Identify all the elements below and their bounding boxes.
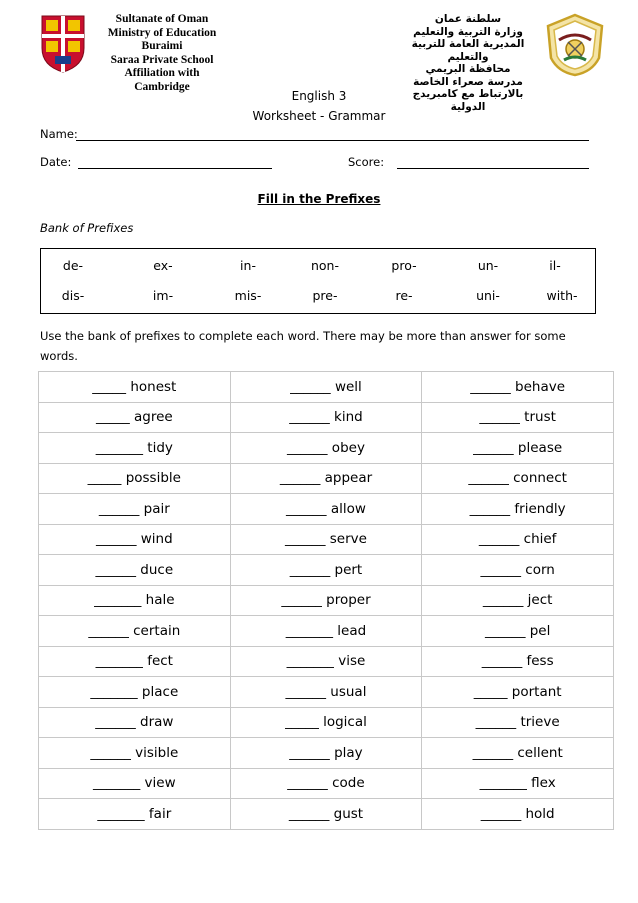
word-cell[interactable]: ______ trust	[422, 402, 614, 433]
prefix-item: non-	[310, 258, 340, 273]
section-title-text: Fill in the Prefixes	[257, 192, 381, 206]
name-label: Name:	[40, 127, 78, 141]
score-field[interactable]	[397, 168, 589, 169]
word-cell[interactable]: _____ honest	[39, 372, 231, 403]
word-cell[interactable]: ______ gust	[230, 799, 422, 830]
school-line-ar: مدرسة صعراء الخاصة	[413, 75, 523, 88]
word-cell[interactable]: _______ fair	[39, 799, 231, 830]
table-row	[39, 524, 614, 555]
prefix-item: pre-	[312, 288, 338, 303]
word-cell[interactable]: ______ pel	[422, 616, 614, 647]
word-cell[interactable]: ______ play	[230, 738, 422, 769]
prefix-item: in-	[240, 258, 256, 273]
word-cell[interactable]: _______ vise	[230, 646, 422, 677]
word-cell[interactable]: _____ portant	[422, 677, 614, 708]
prefix-item: dis-	[61, 288, 85, 303]
bank-label: Bank of Prefixes	[40, 221, 134, 235]
word-cell[interactable]: _______ view	[39, 768, 231, 799]
word-cell[interactable]: ______ well	[230, 372, 422, 403]
school-line-ar: بالارتباط مع كامبريدج الدولية	[412, 88, 524, 113]
school-line-ar: سلطنة عمان	[434, 13, 502, 25]
cambridge-crest-icon	[40, 14, 86, 74]
table-row	[39, 433, 614, 464]
table-row	[39, 707, 614, 738]
school-line: Buraimi	[141, 40, 183, 52]
word-cell[interactable]: _______ flex	[422, 768, 614, 799]
school-line: Ministry of Education	[107, 26, 217, 39]
word-cell[interactable]: _______ hale	[39, 585, 231, 616]
word-cell[interactable]: _____ logical	[230, 707, 422, 738]
prefix-bank	[40, 248, 596, 314]
word-cell[interactable]: ______ duce	[39, 555, 231, 586]
word-cell[interactable]: ______ obey	[230, 433, 422, 464]
worksheet-title: Worksheet - Grammar	[252, 109, 386, 123]
word-cell[interactable]: ______ chief	[422, 524, 614, 555]
name-field[interactable]	[76, 140, 589, 141]
school-line-ar: وزارة التربية والتعليم	[413, 25, 523, 38]
score-label: Score:	[348, 155, 385, 169]
prefix-item: pro-	[391, 258, 417, 273]
word-cell[interactable]: ______ hold	[422, 799, 614, 830]
table-row	[39, 738, 614, 769]
word-cell[interactable]: ______ proper	[230, 585, 422, 616]
prefix-item: ex-	[153, 258, 173, 273]
word-cell[interactable]: ______ certain	[39, 616, 231, 647]
date-field[interactable]	[78, 168, 272, 169]
word-cell[interactable]: ______ kind	[230, 402, 422, 433]
prefix-item: with-	[546, 288, 578, 303]
word-cell[interactable]: ______ friendly	[422, 494, 614, 525]
prefix-item: im-	[152, 288, 174, 303]
prefix-item: un-	[477, 258, 499, 273]
ministry-emblem-icon	[542, 12, 608, 78]
word-cell[interactable]: _____ agree	[39, 402, 231, 433]
table-row	[39, 646, 614, 677]
subject-title: English 3	[291, 89, 347, 103]
word-cell[interactable]: ______ visible	[39, 738, 231, 769]
word-cell[interactable]: ______ usual	[230, 677, 422, 708]
word-cell[interactable]: _____ possible	[39, 463, 231, 494]
school-line: Saraa Private School	[110, 53, 214, 66]
word-cell[interactable]: _______ place	[39, 677, 231, 708]
word-cell[interactable]: ______ trieve	[422, 707, 614, 738]
table-row	[39, 463, 614, 494]
word-cell[interactable]: ______ corn	[422, 555, 614, 586]
word-cell[interactable]: ______ serve	[230, 524, 422, 555]
date-label: Date:	[40, 155, 72, 169]
word-cell[interactable]: ______ pair	[39, 494, 231, 525]
table-row	[39, 799, 614, 830]
word-cell[interactable]: ______ ject	[422, 585, 614, 616]
word-cell[interactable]: ______ appear	[230, 463, 422, 494]
word-cell[interactable]: ______ connect	[422, 463, 614, 494]
word-cell[interactable]: _______ tidy	[39, 433, 231, 464]
word-cell[interactable]: ______ cellent	[422, 738, 614, 769]
section-title	[0, 192, 638, 206]
prefix-item: il-	[549, 258, 561, 273]
prefix-item: uni-	[476, 288, 500, 303]
school-line: Affiliation with Cambridge	[124, 67, 200, 93]
table-row	[39, 372, 614, 403]
word-cell[interactable]: ______ code	[230, 768, 422, 799]
table-row	[39, 555, 614, 586]
word-cell[interactable]: _______ fect	[39, 646, 231, 677]
word-cell[interactable]: ______ please	[422, 433, 614, 464]
school-line-ar: محافظة البريمي	[425, 63, 511, 75]
word-cell[interactable]: ______ behave	[422, 372, 614, 403]
word-cell[interactable]: ______ fess	[422, 646, 614, 677]
table-row	[39, 402, 614, 433]
word-cell[interactable]: ______ wind	[39, 524, 231, 555]
school-name-english	[96, 13, 228, 94]
word-cell[interactable]: ______ draw	[39, 707, 231, 738]
prefix-item: de-	[62, 258, 84, 273]
prefix-item: re-	[395, 288, 413, 303]
instructions: Use the bank of prefixes to complete each word. There may be more than answer for some words.	[40, 329, 566, 363]
word-cell[interactable]: _______ lead	[230, 616, 422, 647]
word-cell[interactable]: ______ pert	[230, 555, 422, 586]
table-row	[39, 585, 614, 616]
table-row	[39, 768, 614, 799]
table-row	[39, 494, 614, 525]
word-cell[interactable]: ______ allow	[230, 494, 422, 525]
school-line: Sultanate of Oman	[115, 13, 209, 25]
table-row	[39, 616, 614, 647]
prefix-item: mis-	[234, 288, 262, 303]
word-table	[38, 371, 614, 830]
school-line-ar: المديرية العامة للتربية والتعليم	[411, 38, 525, 63]
table-row	[39, 677, 614, 708]
